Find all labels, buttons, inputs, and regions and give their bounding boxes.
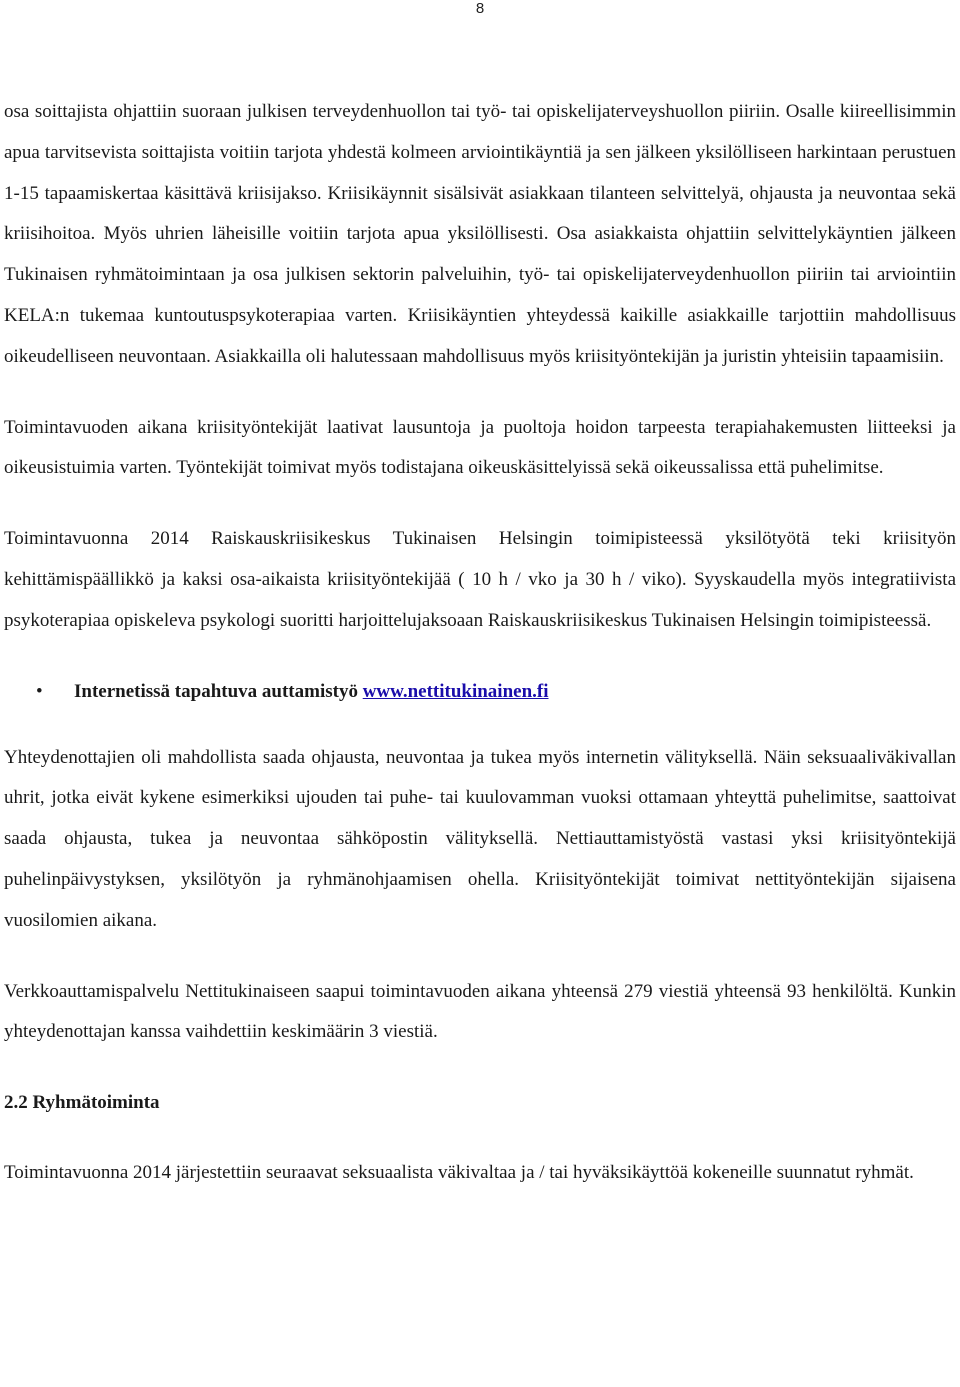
paragraph-statements: Toimintavuoden aikana kriisityöntekijät laativat lausuntoja ja puoltoja hoidon tarpeesta terapiahakemusten liitteeksi ja oikeusistuimia varten. Työntekijät toimivat myös todistajana oikeuskäsittelyissä sekä oikeussalissa että puhelimitse. <box>4 416 956 479</box>
paragraph-internet-support: Yhteydenottajien oli mahdollista saada ohjausta, neuvontaa ja tukea myös internetin välityksellä. Näin seksuaaliväkivallan uhrit, jotka eivät kykene esimerkiksi ujouden tai puhe- tai kuulovamman vuoksi ottamaan yhteyttä puhelimitse, saattoivat saada ohjausta, tukea ja neuvontaa sähköpostin välityksellä. Nettiauttamistyöstä vastasi yksi kriisityöntekijä puhelinpäivystyksen, yksilötyön ja ryhmänohjaamisen ohella. Kriisityöntekijät toimivat nettityöntekijän sijaisena vuosilomien aikana. <box>4 746 956 931</box>
page-number: 8 <box>475 0 485 17</box>
paragraph-crisis-visits: osa soittajista ohjattiin suoraan julkisen terveydenhuollon tai työ- tai opiskelijaterveyshuollon piiriin. Osalle kiireellisimmin apua tarvitsevista soittajista voitiin tarjota yhdestä kolmeen arviointikäyntiä ja sen jälkeen yksilölliseen harkintaan perustuen 1-15 tapaamiskertaa käsittävä kriisijakso. Kriisikäynnit sisälsivät asiakkaan tilanteen selvittelyä, ohjausta ja neuvontaa sekä kriisihoitoa. Myös uhrien läheisille voitiin tarjota apua yksilöllisesti. Osa asiakkaista ohjattiin selvittelykäyntien jälkeen Tukinaisen ryhmätoimintaan ja osa julkisen sektorin palveluihin, työ- tai opiskelijaterveydenhuollon piiriin tai arviointiin KELA:n tukemaa kuntoutuspsykoterapiaa varten. Kriisikäyntien yhteydessä kaikille asiakkaille tarjottiin mahdollisuus oikeudelliseen neuvontaan. Asiakkailla oli halutessaan mahdollisuus myös kriisityöntekijän ja juristin yhteisiin tapaamisiin. <box>4 101 956 367</box>
bullet-icon: • <box>36 680 43 702</box>
document-body <box>4 92 956 1194</box>
paragraph-staff-2014: Toimintavuonna 2014 Raiskauskriisikeskus Tukinaisen Helsingin toimipisteessä yksilötyötä teki kriisityön kehittämispäällikkö ja kaksi osa-aikaista kriisityöntekijää ( 10 h / vko ja 30 h / viko). Syyskaudella myös integratiivista psykoterapiaa opiskeleva psykologi suoritti harjoittelujaksoaan Raiskauskriisikeskus Tukinaisen Helsingin toimipisteessä. <box>4 528 956 631</box>
paragraph-message-stats: Verkkoauttamispalvelu Nettitukinaiseen saapui toimintavuoden aikana yhteensä 279 viestiä yhteensä 93 henkilöltä. Kunkin yhteydenottajan kanssa vaihdettiin keskimäärin 3 viestiä. <box>4 980 956 1043</box>
bullet-text: Internetissä tapahtuva auttamistyö <box>74 680 363 702</box>
nettitukinainen-link[interactable]: www.nettitukinainen.fi <box>362 680 549 702</box>
bullet-item-internet-help <box>4 672 956 712</box>
paragraph-groups-2014: Toimintavuonna 2014 järjestettiin seuraavat seksuaalista väkivaltaa ja / tai hyväksikäyttöä kokeneille suunnatut ryhmät. <box>4 1162 914 1184</box>
section-heading: 2.2 Ryhmätoiminta <box>4 1092 160 1114</box>
